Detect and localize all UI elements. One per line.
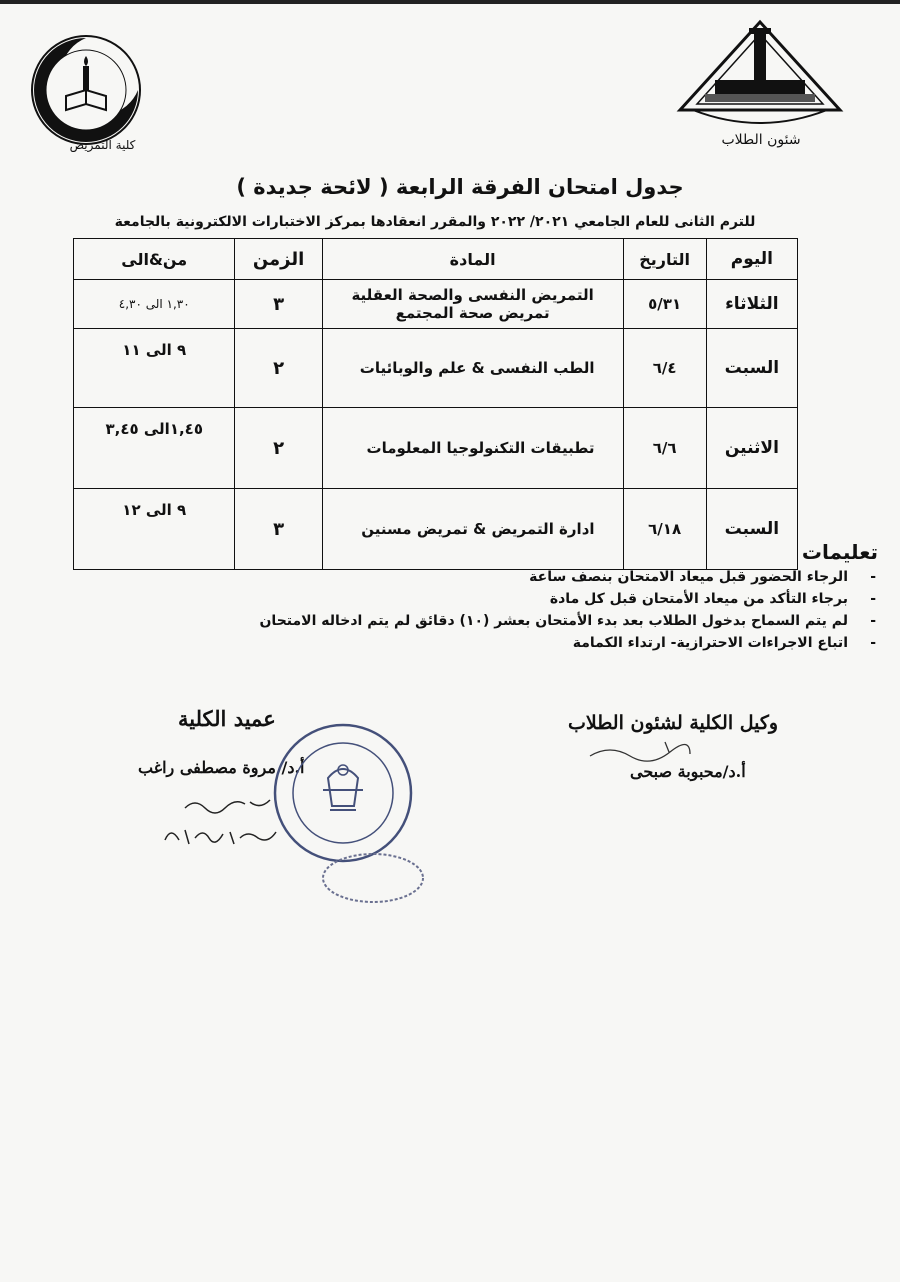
page-title: جدول امتحان الفرقة الرابعة ( لائحة جديدة ) bbox=[236, 175, 684, 199]
faculty-caption: كلية التمريض bbox=[69, 138, 136, 152]
cell-day: السبت bbox=[706, 329, 797, 408]
cell-duration: ٢ bbox=[235, 408, 322, 489]
list-item: - برجاء التأكد من ميعاد الأمتحان قبل كل مادة bbox=[240, 588, 880, 610]
table-row bbox=[74, 329, 798, 408]
header-subject: المادة bbox=[322, 239, 623, 280]
cell-date: ٦/١٨ bbox=[623, 489, 706, 570]
faculty-of-nursing-logo-icon bbox=[26, 30, 146, 150]
table-row bbox=[74, 280, 798, 329]
list-item: - اتباع الاجراءات الاحترازية- ارتداء الكمامة bbox=[240, 632, 880, 654]
cell-time: ١,٣٠ الى ٤,٣٠ bbox=[74, 280, 235, 329]
cell-time: ٩ الى ١١ bbox=[74, 329, 235, 408]
list-item: - الرجاء الحضور قبل ميعاد الامتحان بنصف ساعة bbox=[240, 566, 880, 588]
header-day: اليوم bbox=[706, 239, 797, 280]
table-row bbox=[74, 408, 798, 489]
cell-day: الثلاثاء bbox=[706, 280, 797, 329]
subject-line: تمريض صحة المجتمع bbox=[395, 304, 550, 322]
dean-title: عميد الكلية bbox=[178, 706, 276, 731]
table-header-row bbox=[74, 239, 798, 280]
header-date: التاريخ bbox=[623, 239, 706, 280]
official-stamp-icon bbox=[268, 718, 418, 868]
table-row bbox=[74, 489, 798, 570]
cell-duration: ٢ bbox=[235, 329, 322, 408]
cell-time: ١,٤٥الى ٣,٤٥ bbox=[74, 408, 235, 489]
benha-university-logo-icon bbox=[675, 18, 845, 133]
header-time: من&الى bbox=[74, 239, 235, 280]
header-duration: الزمن bbox=[235, 239, 322, 280]
subject-line: التمريض النفسى والصحة العقلية bbox=[351, 286, 594, 304]
vice-dean-name: أ.د/محبوبة صبحى bbox=[630, 762, 746, 781]
list-item: - لم يتم السماح بدخول الطلاب بعد بدء الأمتحان بعشر (١٠) دقائق لم يتم ادخاله الامتحان bbox=[240, 610, 880, 632]
instructions-list bbox=[240, 566, 880, 654]
secondary-stamp-icon bbox=[318, 848, 428, 908]
cell-subject: تطبيقات التكنولوجيا المعلومات bbox=[322, 408, 623, 489]
page-top-border bbox=[0, 0, 900, 4]
cell-subject: ادارة التمريض & تمريض مسنين bbox=[322, 489, 623, 570]
cell-subject bbox=[322, 280, 623, 329]
cell-time: ٩ الى ١٢ bbox=[74, 489, 235, 570]
exam-schedule-table bbox=[73, 238, 798, 570]
cell-duration: ٣ bbox=[235, 280, 322, 329]
cell-duration: ٣ bbox=[235, 489, 322, 570]
cell-subject: الطب النفسى & علم والوبائيات bbox=[322, 329, 623, 408]
student-affairs-caption: شئون الطلاب bbox=[721, 132, 801, 148]
vice-dean-signature-icon bbox=[585, 738, 695, 763]
cell-day: الاثنين bbox=[706, 408, 797, 489]
cell-day: السبت bbox=[706, 489, 797, 570]
cell-date: ٦/٦ bbox=[623, 408, 706, 489]
instructions-heading: تعليمات bbox=[801, 540, 878, 564]
cell-date: ٦/٤ bbox=[623, 329, 706, 408]
page-subtitle: للترم الثانى للعام الجامعي ٢٠٢١/ ٢٠٢٢ والمقرر انعقادها بمركز الاختبارات الالكترونية بالجامعة bbox=[114, 214, 756, 230]
cell-date: ٥/٣١ bbox=[623, 280, 706, 329]
vice-dean-title: وكيل الكلية لشئون الطلاب bbox=[568, 712, 779, 734]
dean-name: أ.د/ مروة مصطفى راغب bbox=[138, 758, 305, 777]
